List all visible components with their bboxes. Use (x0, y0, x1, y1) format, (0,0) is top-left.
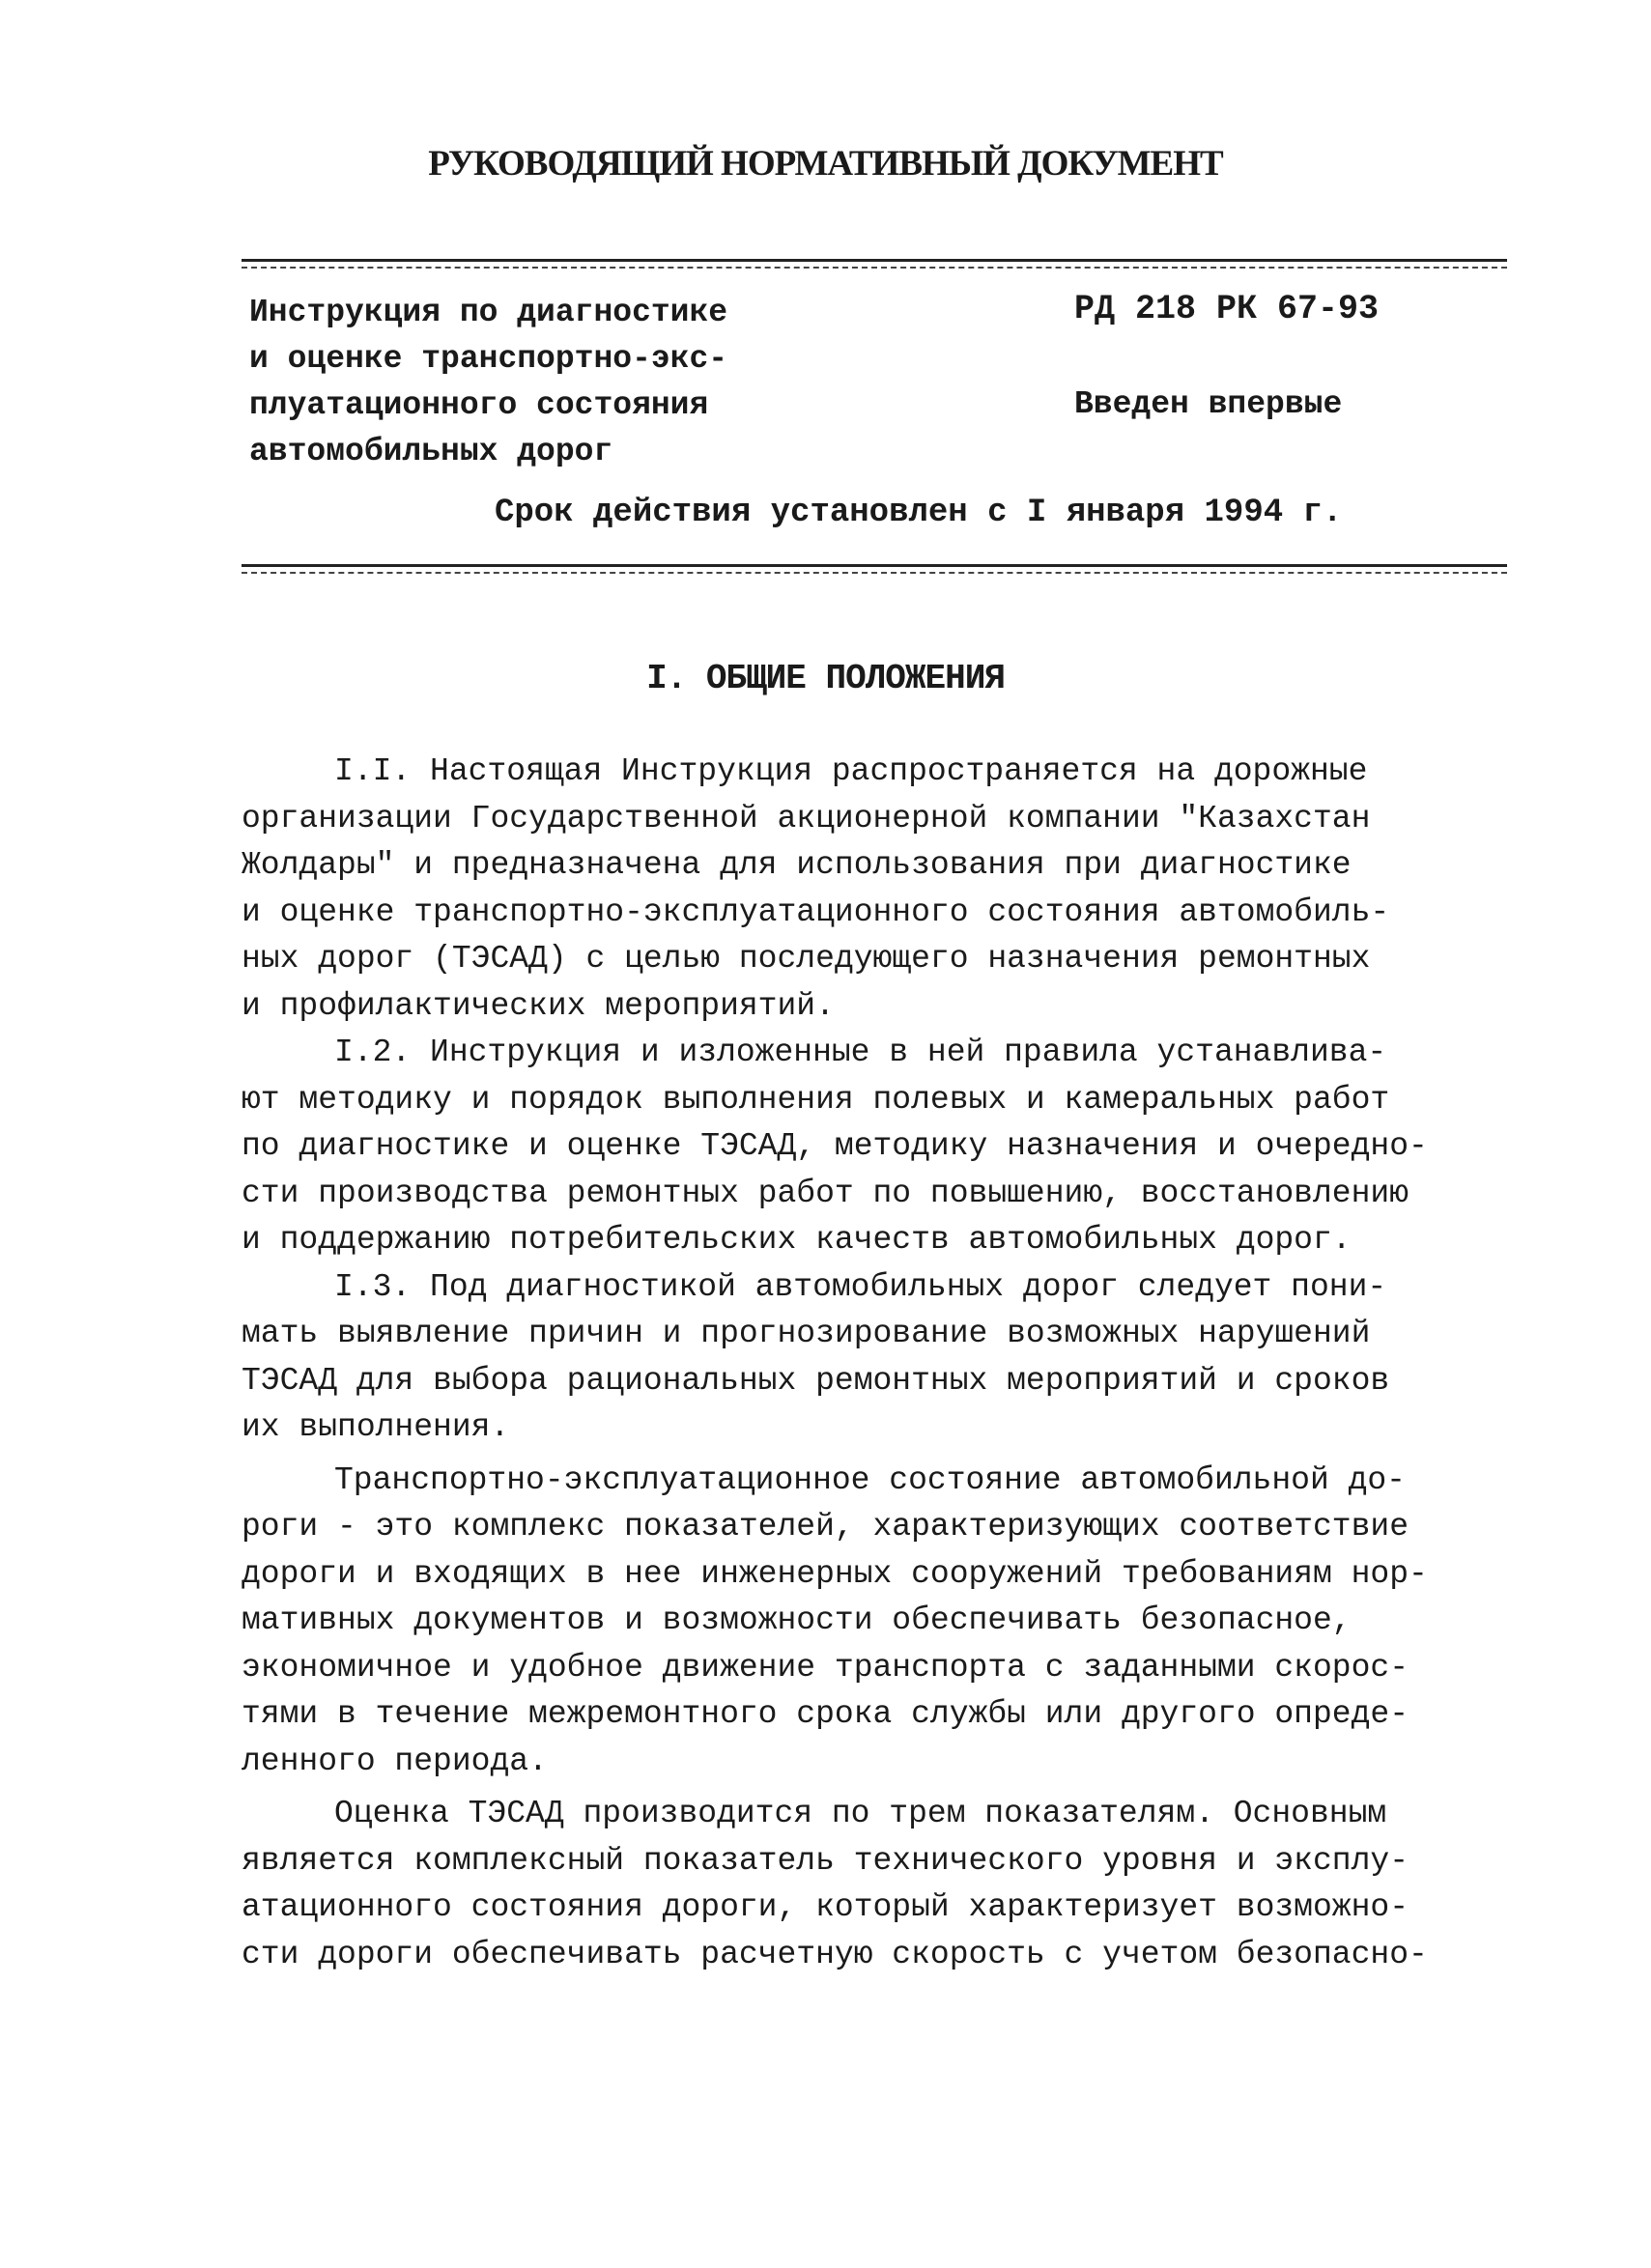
body-line: сти дороги обеспечивать расчетную скорость с учетом безопасно- (242, 1936, 1428, 1972)
body-line: их выполнения. (242, 1409, 510, 1445)
body-line: тями в течение межремонтного срока службы или другого опреде- (242, 1696, 1409, 1732)
document-title (249, 290, 829, 475)
body-line: ТЭСАД для выбора рациональных ремонтных мероприятий и сроков (242, 1362, 1390, 1399)
body-line: организации Государственной акционерной компании "Казахстан (242, 800, 1371, 836)
section-heading: I. ОБЩИЕ ПОЛОЖЕНИЯ (646, 659, 1005, 698)
body-line: и поддержанию потребительских качеств автомобильных дорог. (242, 1222, 1352, 1258)
body-line: роги - это комплекс показателей, характеризующих соответствие (242, 1509, 1409, 1545)
introduction-status: Введен впервые (1074, 386, 1343, 422)
body-line: Оценка ТЭСАД производится по трем показателям. Основным (334, 1796, 1387, 1831)
header-top-rule-dotted (242, 267, 1507, 269)
body-line: ленного периода. (242, 1743, 548, 1779)
body-line: ных дорог (ТЭСАД) с целью последующего назначения ремонтных (242, 941, 1371, 977)
body-line: и оценке транспортно-эксплуатационного состояния автомобиль- (242, 893, 1390, 930)
title-line: Инструкция по диагностике (249, 295, 728, 330)
body-line: мать выявление причин и прогнозирование возможных нарушений (242, 1316, 1371, 1351)
body-line: I.2. Инструкция и изложенные в ней правила устанавлива- (334, 1035, 1387, 1070)
body-line: является комплексный показатель технического уровня и эксплу- (242, 1842, 1409, 1879)
body-line: мативных документов и возможности обеспечивать безопасное, (242, 1602, 1352, 1638)
section-body (242, 749, 1517, 1978)
body-line: ют методику и порядок выполнения полевых и камеральных работ (242, 1081, 1390, 1118)
validity-period: Срок действия установлен с I января 1994 г. (495, 495, 1343, 531)
body-line: сти производства ремонтных работ по повышению, восстановлению (242, 1175, 1409, 1211)
document-code: РД 218 РК 67-93 (1074, 290, 1380, 328)
title-line: автомобильных дорог (249, 434, 613, 469)
body-line: экономичное и удобное движение транспорта с заданными скорос- (242, 1649, 1409, 1686)
title-line: плуатационного состояния (249, 387, 709, 423)
body-line: Жолдары" и предназначена для использования при диагностике (242, 847, 1352, 883)
title-line: и оценке транспортно-экс- (249, 341, 728, 377)
body-line: и профилактических мероприятий. (242, 987, 835, 1024)
body-line: I.3. Под диагностикой автомобильных дорог следует пони- (334, 1268, 1387, 1305)
document-type-heading: РУКОВОДЯЩИЙ НОРМАТИВНЫЙ ДОКУМЕНТ (428, 144, 1223, 184)
header-bottom-rule-dotted (242, 572, 1507, 574)
body-line: дороги и входящих в нее инженерных сооружений требованиям нор- (242, 1555, 1428, 1592)
body-line: атационного состояния дороги, который характеризует возможно- (242, 1889, 1409, 1925)
header-bottom-rule (242, 564, 1507, 567)
body-line: Транспортно-эксплуатационное состояние автомобильной до- (334, 1461, 1406, 1498)
body-line: I.I. Настоящая Инструкция распространяется на дорожные (334, 753, 1368, 789)
body-line: по диагностике и оценке ТЭСАД, методику назначения и очередно- (242, 1128, 1428, 1164)
header-top-rule (242, 259, 1507, 262)
